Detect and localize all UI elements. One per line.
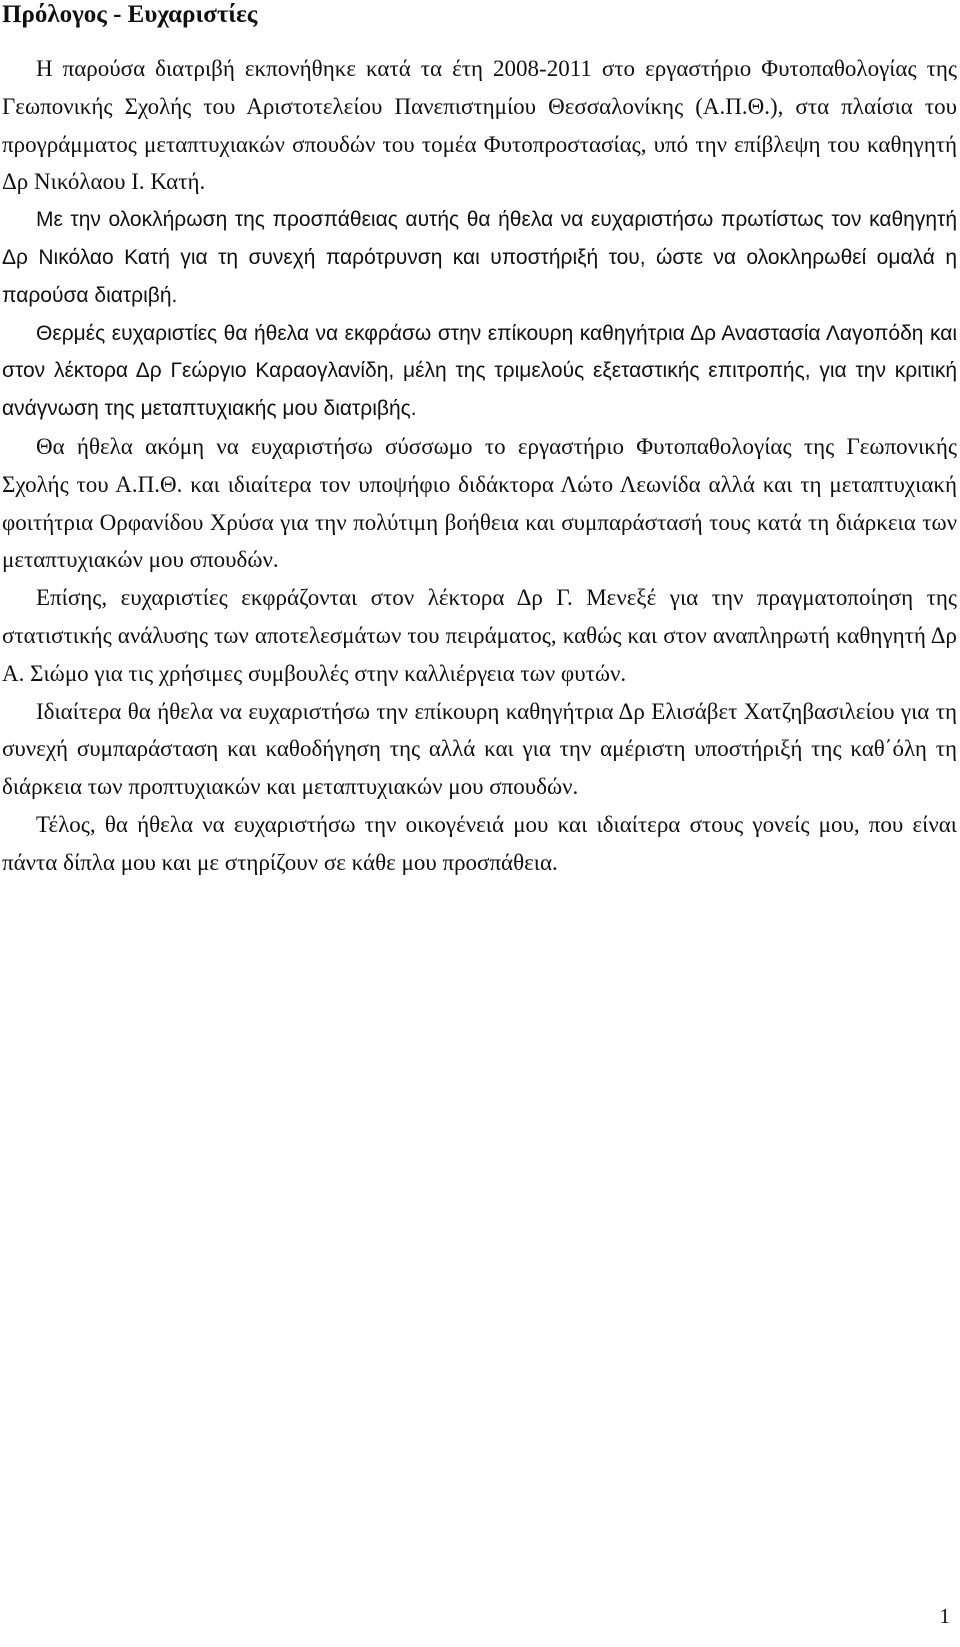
page-number: 1 — [939, 1604, 950, 1628]
page-title: Πρόλογος - Ευχαριστίες — [2, 1, 258, 28]
paragraph-hatzivassiliou-thanks: Ιδιαίτερα θα ήθελα να ευχαριστήσω την επίκουρη καθηγήτρια Δρ Ελισάβετ Χατζηβασιλείου για τη συνεχή συμπαράσταση και καθοδήγηση της αλλά και για την αμέριστη υποστήριξή της καθ΄όλη τη διάρκεια των προπτυχιακών και μεταπτυχιακών μου σπουδών. — [2, 698, 957, 800]
paragraph-intro: Η παρούσα διατριβή εκπονήθηκε κατά τα έτη 2008-2011 στο εργαστήριο Φυτοπαθολογίας της Γεωπονικής Σχολής του Αριστοτελείου Πανεπιστημίου Θεσσαλονίκης (Α.Π.Θ.), στα πλαίσια του προγράμματος μεταπτυχιακών σπουδών του τομέα Φυτοπροστασίας, υπό την επίβλεψη του καθηγητή Δρ Νικόλαου Ι. Κατή. — [2, 56, 957, 195]
paragraph-family-thanks: Τέλος, θα ήθελα να ευχαριστήσω την οικογένειά μου και ιδιαίτερα στους γονείς μου, που είναι πάντα δίπλα μου και με στηρίζουν σε κάθε μου προσπάθεια. — [2, 811, 957, 875]
paragraph-supervisor-thanks: Με την ολοκλήρωση της προσπάθειας αυτής θα ήθελα να ευχαριστήσω πρωτίστως τον καθηγητή Δρ Νικόλαο Κατή για τη συνεχή παρότρυνση και υποστήριξή του, ώστε να ολοκληρωθεί ομαλά η παρούσα διατριβή. — [2, 208, 957, 307]
body-text — [2, 50, 957, 882]
paragraph-committee-thanks: Θερμές ευχαριστίες θα ήθελα να εκφράσω στην επίκουρη καθηγήτρια Δρ Αναστασία Λαγοπόδη και στον λέκτορα Δρ Γεώργιο Καραογλανίδη, μέλη της τριμελούς εξεταστικής επιτροπής, για την κριτική ανάγνωση της μεταπτυχιακής μου διατριβής. — [2, 321, 957, 421]
paragraph-statistics-thanks: Επίσης, ευχαριστίες εκφράζονται στον λέκτορα Δρ Γ. Μενεξέ για την πραγματοποίηση της στατιστικής ανάλυσης των αποτελεσμάτων του πειράματος, καθώς και στον αναπληρωτή καθηγητή Δρ Α. Σιώμο για τις χρήσιμες συμβουλές στην καλλιέργεια των φυτών. — [2, 585, 957, 686]
paragraph-lab-thanks: Θα ήθελα ακόμη να ευχαριστήσω σύσσωμο το εργαστήριο Φυτοπαθολογίας της Γεωπονικής Σχολής του Α.Π.Θ. και ιδιαίτερα τον υποψήφιο διδάκτορα Λώτο Λεωνίδα αλλά και τη μεταπτυχιακή φοιτήτρια Ορφανίδου Χρύσα για την πολύτιμη βοήθεια και συμπαράστασή τους κατά τη διάρκεια των μεταπτυχιακών μου σπουδών. — [2, 433, 957, 573]
